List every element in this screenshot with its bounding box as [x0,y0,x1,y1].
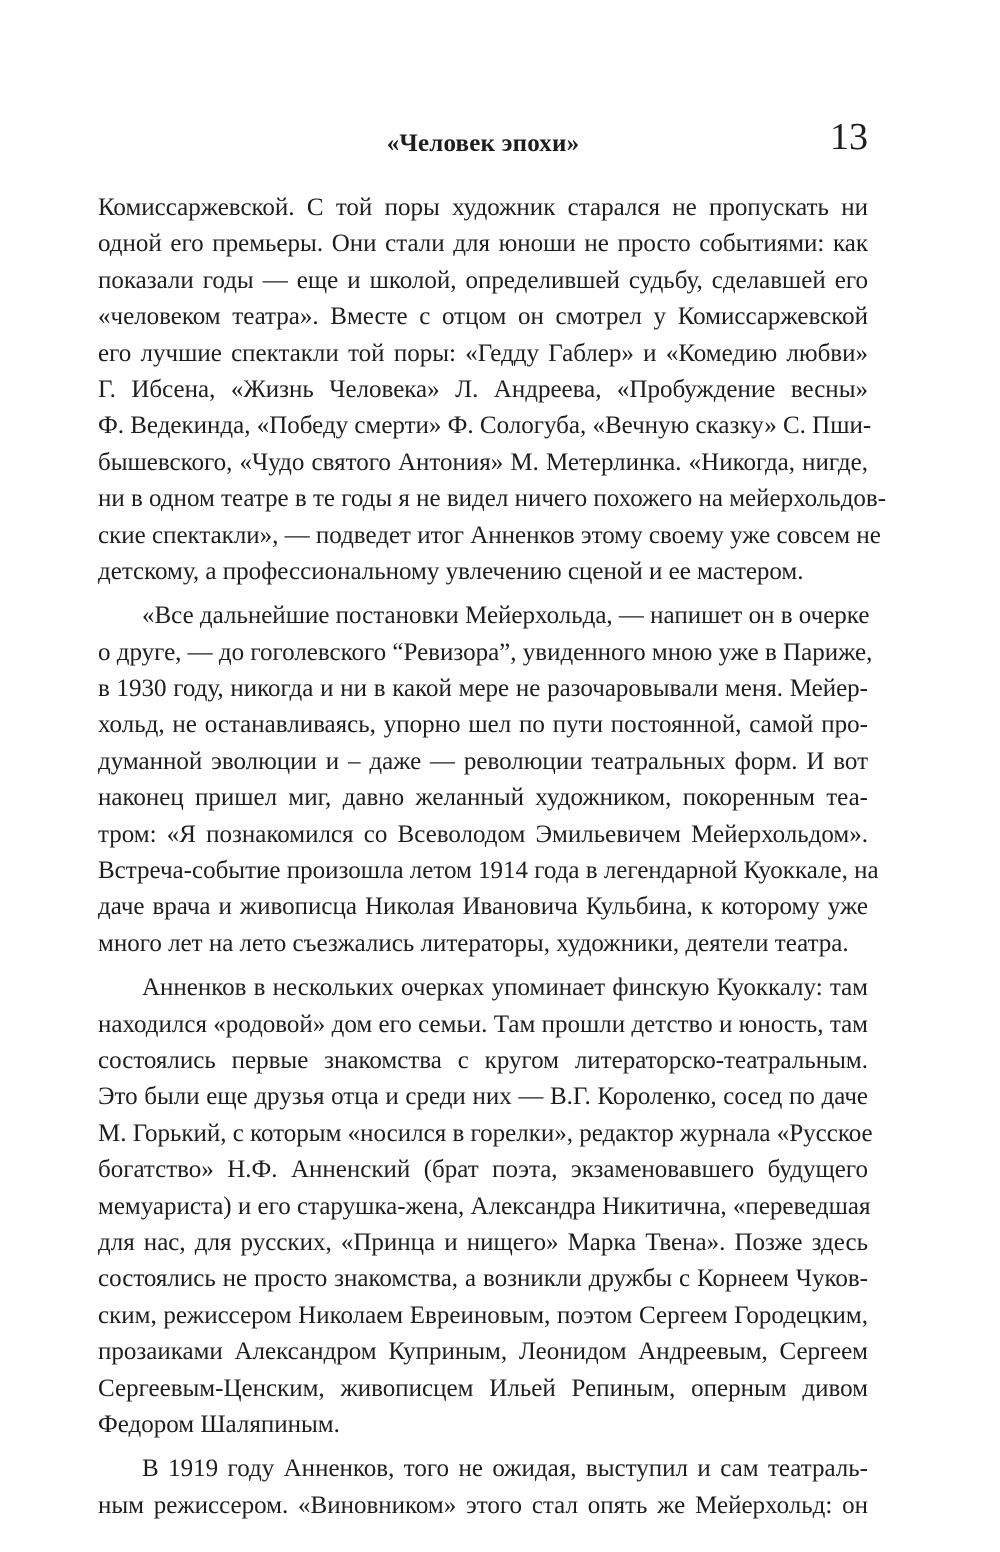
text-line: состоялись первые знакомства с кругом литераторско-театральным. [98,1046,868,1074]
paragraph [98,970,873,1443]
text-line: Это были еще друзья отца и среди них — В.Г. Короленко, сосед по даче [98,1083,868,1111]
paragraph [98,1451,868,1524]
page-number: 13 [830,116,868,158]
paragraph-gap [98,1443,868,1451]
text-line: «Все дальнейшие постановки Мейерхольда, — напишет он в очерке [142,602,870,630]
text-line: состоялись не просто знакомства, а возникли дружбы с Корнеем Чуков- [98,1265,868,1293]
text-line: «человеком театра». Вместе с отцом он смотрел у Комиссаржевской [98,303,868,331]
text-line: для нас, для русских, «Принца и нищего» Марка Твена». Позже здесь [98,1228,868,1256]
text-line: Анненков в нескольких очерках упоминает финскую Куоккалу: там [142,974,868,1002]
text-line: наконец пришел миг, давно желанный художником, покоренным теа- [98,784,868,812]
text-line: бышевского, «Чудо святого Антония» М. Метерлинка. «Никогда, нигде, [98,448,868,476]
paragraph [98,598,879,962]
text-line: одной его премьеры. Они стали для юноши не просто событиями: как [98,230,868,258]
text-line: Федором Шаляпиным. [98,1410,340,1438]
text-line: ни в одном театре в те годы я не видел ничего похожего на мейерхольдов- [98,485,887,513]
text-line: мемуариста) и его старушка-жена, Александра Никитична, «переведшая [98,1192,871,1220]
text-line: богатство» Н.Ф. Анненский (брат поэта, экзаменовавшего будущего [98,1156,868,1184]
text-line: Комиссаржевской. С той поры художник старался не пропускать ни [98,194,868,221]
paragraph-gap [98,962,868,970]
paragraph-gap [98,590,868,598]
running-head [98,118,868,168]
text-line: хольд, не останавливаясь, упорно шел по пути постоянной, самой про- [98,711,868,739]
body-text [98,190,887,1524]
text-line: Встреча-событие произошла летом 1914 года в легендарной Куоккале, на [98,857,879,885]
text-line: находился «родовой» дом его семьи. Там прошли детство и юность, там [98,1010,868,1038]
text-line: детскому, а профессиональному увлечению сценой и ее мастером. [98,557,804,585]
text-line: показали годы — еще и школой, определившей судьбу, сделавшей его [98,266,868,294]
text-line: в 1930 году, никогда и ни в какой мере не разочаровывали меня. Мейер- [98,675,868,703]
text-line: Г. Ибсена, «Жизнь Человека» Л. Андреева, «Пробуждение весны» [98,375,868,403]
text-line: ские спектакли», — подведет итог Анненков этому своему уже совсем не [98,521,881,549]
text-line: даче врача и живописца Николая Ивановича Кульбина, к которому уже [98,893,868,921]
text-line: В 1919 году Анненков, того не ожидая, выступил и сам театраль- [142,1455,868,1483]
text-line: Ф. Ведекинда, «Победу смерти» Ф. Сологуба, «Вечную сказку» С. Пши- [98,412,872,440]
text-line: много лет на лето съезжались литераторы, художники, деятели театра. [98,929,849,957]
text-line: прозаиками Александром Куприным, Леонидом Андреевым, Сергеем [98,1338,868,1366]
text-line: ным режиссером. «Виновником» этого стал опять же Мейерхольд: он [98,1491,868,1519]
text-line: Сергеевым-Ценским, живописцем Ильей Репиным, оперным дивом [98,1374,868,1402]
text-line: о друге, — до гоголевского “Ревизора”, увиденного мною уже в Париже, [98,638,873,666]
paragraph [98,190,887,590]
text-line: тром: «Я познакомился со Всеволодом Эмильевичем Мейерхольдом». [98,820,868,848]
text-line: ским, режиссером Николаем Евреиновым, поэтом Сергеем Городецким, [98,1301,868,1329]
running-title: «Человек эпохи» [386,130,580,157]
text-line: думанной эволюции и – даже — революции театральных форм. И вот [98,747,868,775]
text-line: его лучшие спектакли той поры: «Гедду Габлер» и «Комедию любви» [98,339,868,367]
text-line: М. Горький, с которым «носился в горелки», редактор журнала «Русское [98,1119,873,1147]
